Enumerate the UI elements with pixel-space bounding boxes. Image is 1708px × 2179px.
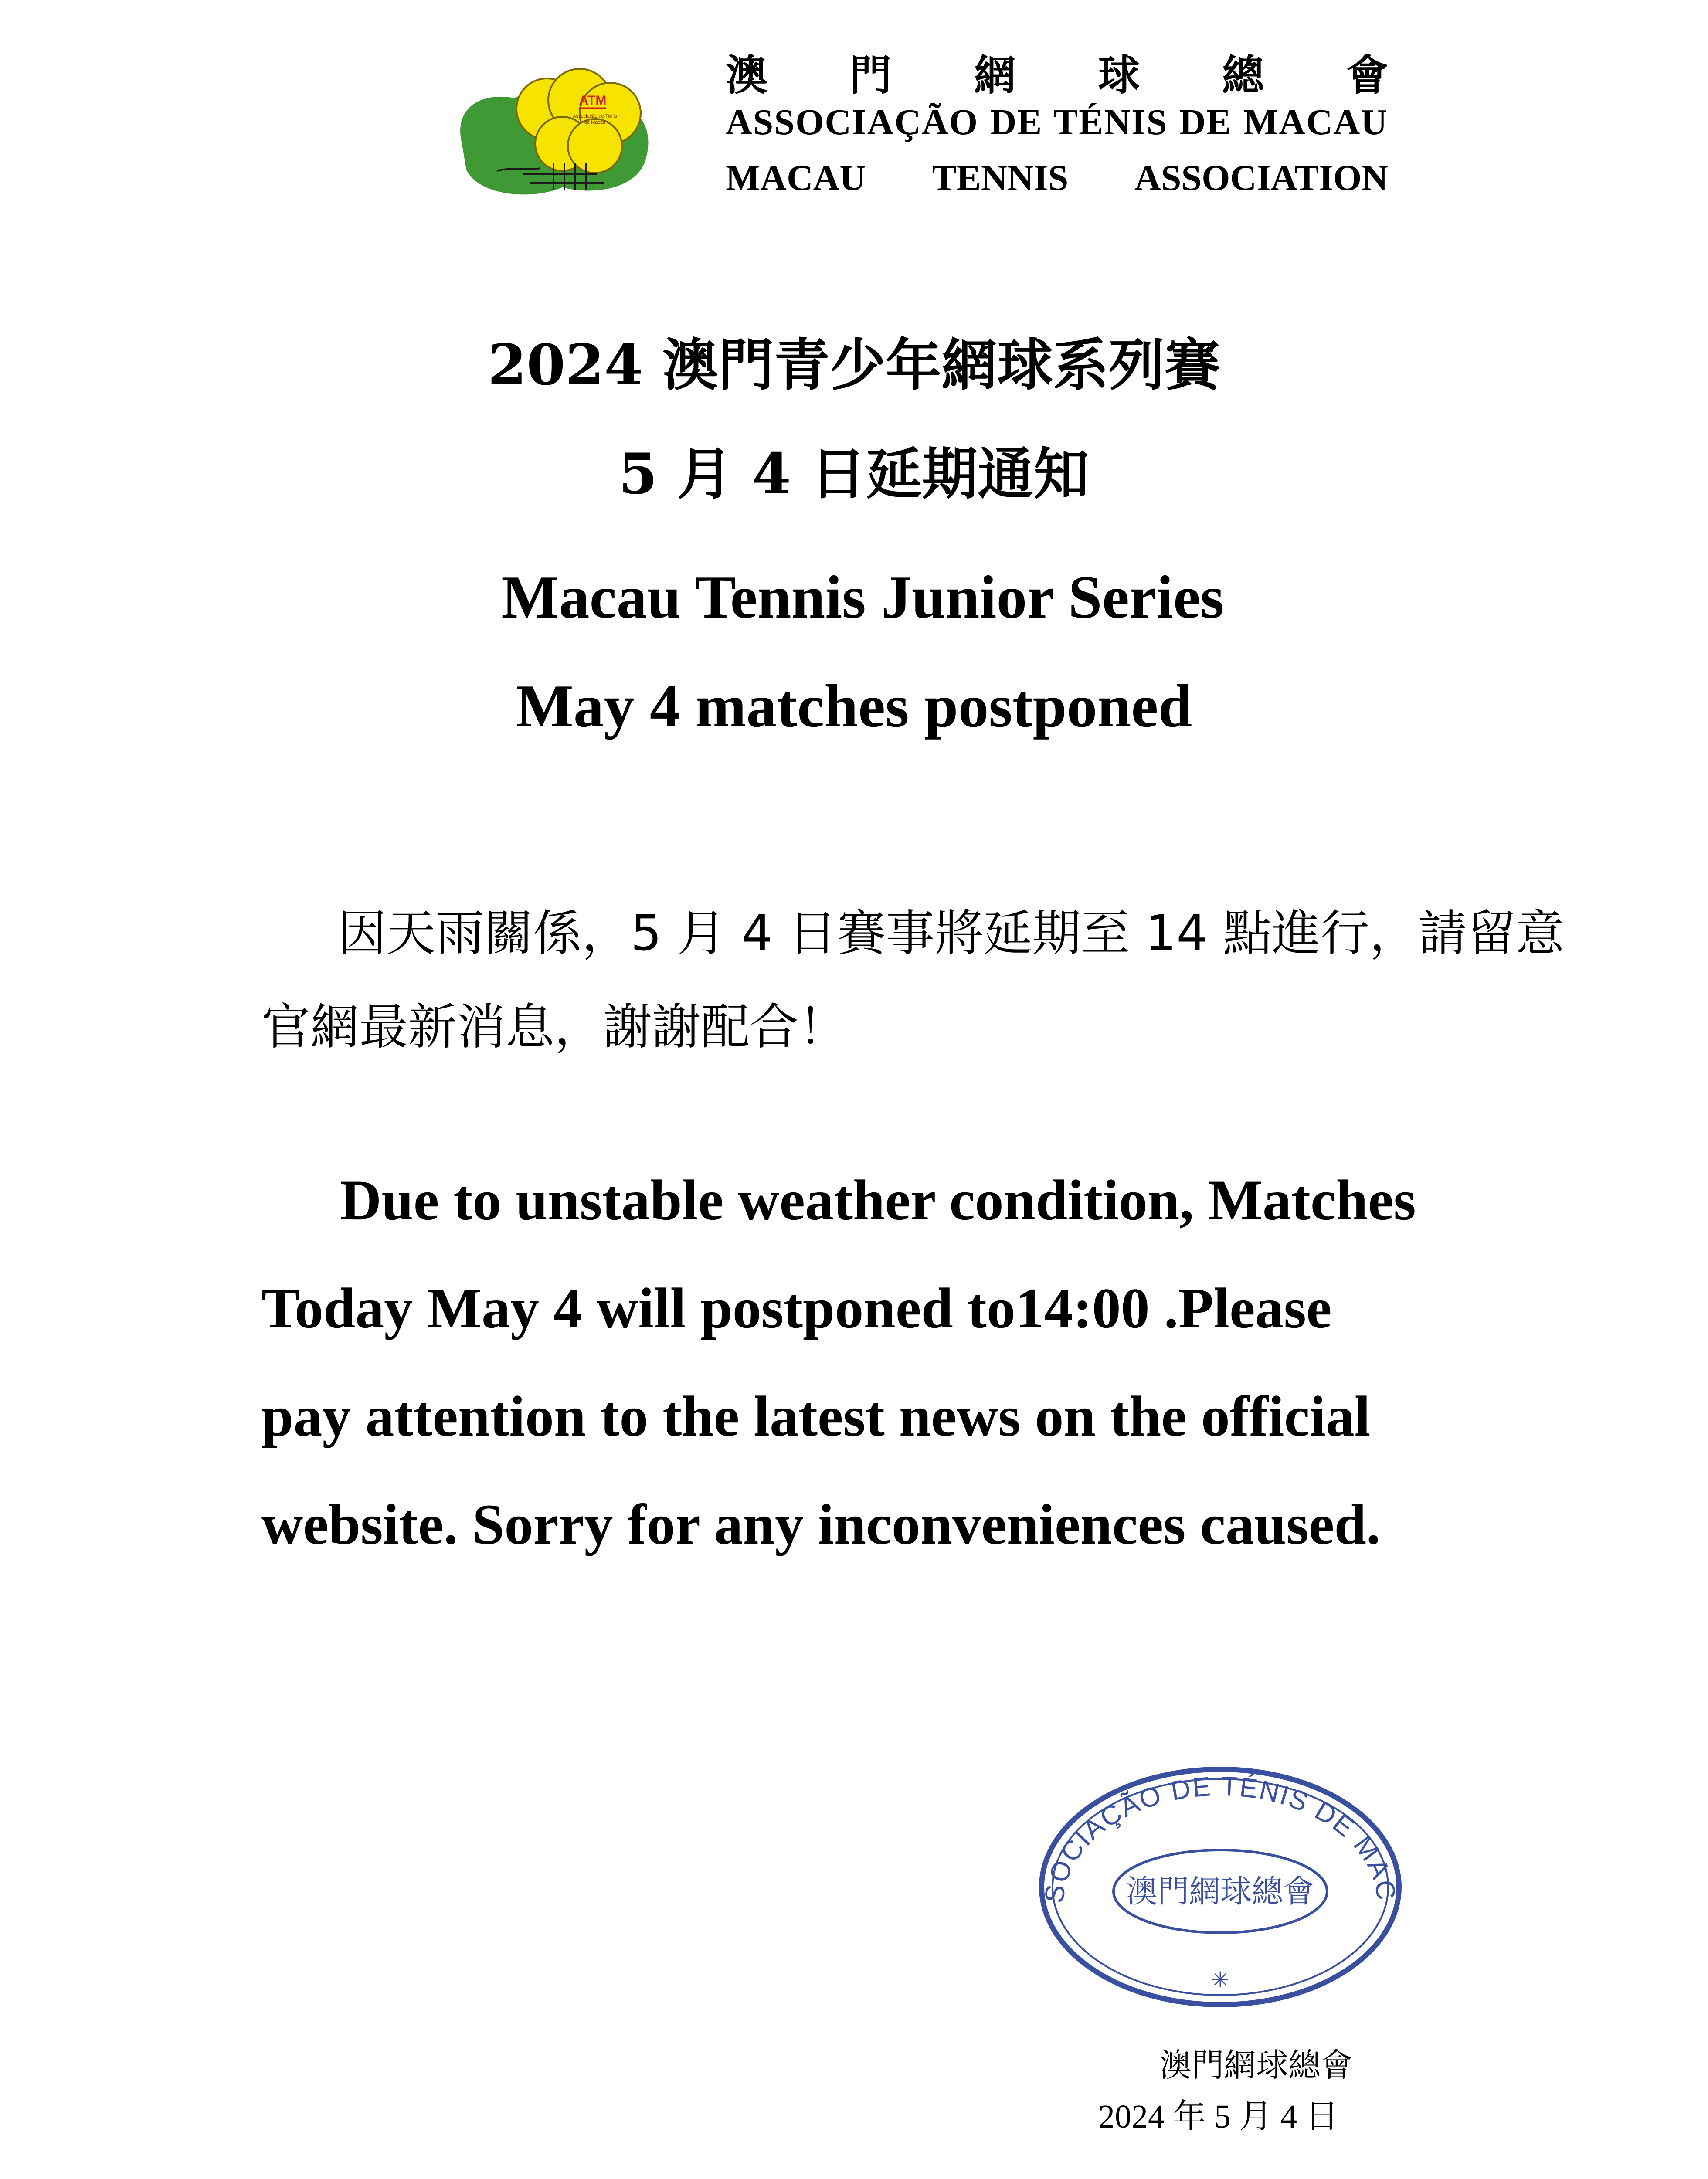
org-name-zh-char: 網 (974, 50, 1016, 100)
notice-paragraph-english (261, 1146, 1591, 1578)
notice-line: pay attention to the latest news on the official (261, 1384, 1371, 1448)
tennis-ball-logo-icon (453, 57, 654, 200)
signature-date: 2024 年 5 月 4 日 (1098, 2098, 1338, 2135)
title-english-line-2: May 4 matches postponed (516, 672, 1192, 740)
signature-organization: 澳門網球總會 (1159, 2047, 1353, 2084)
svg-text:ATM: ATM (579, 93, 607, 108)
notice-line: website. Sorry for any inconveniences caused. (261, 1492, 1381, 1556)
svg-text:ASSOCIAÇÃO DE TÉNIS DE MACAU: SOCIAÇÃO DE TÉNIS DE MAC (1039, 1771, 1402, 1905)
svg-text:de Macau: de Macau (584, 120, 606, 125)
org-name-zh-char: 會 (1346, 50, 1388, 100)
org-name-zh-char: 澳 (726, 50, 767, 100)
title-chinese-line-1: 2024 澳門青少年網球系列賽 (488, 333, 1220, 398)
notice-line: Due to unstable weather condition, Matches (340, 1168, 1416, 1232)
org-name-en-word: MACAU (726, 158, 866, 198)
official-stamp (1033, 1761, 1408, 2013)
org-name-portuguese: ASSOCIAÇÃO DE TÉNIS DE MACAU (726, 102, 1388, 143)
notice-line: Today May 4 will postponed to14:00 .Please (261, 1276, 1332, 1340)
org-name-zh-char: 球 (1098, 50, 1140, 100)
org-name-zh-char: 總 (1222, 50, 1264, 100)
org-name-en-word: ASSOCIATION (1134, 158, 1388, 198)
association-seal-icon (1033, 1761, 1408, 2013)
association-logo (453, 57, 654, 200)
title-chinese-line-2: 5 月 4 日延期通知 (618, 441, 1090, 507)
svg-text:Associação de Ténis: Associação de Ténis (573, 114, 617, 119)
svg-text:澳門網球總會: 澳門網球總會 (1126, 1873, 1315, 1910)
org-name-chinese (726, 44, 1388, 100)
org-name-zh-char: 門 (849, 50, 892, 100)
notice-paragraph-chinese: 因天雨關係，5 月 4 日賽事將延期至 14 點進行，請留意官網最新消息，謝謝配合！ (261, 905, 1565, 1056)
title-english-line-1: Macau Tennis Junior Series (501, 563, 1224, 631)
svg-text:✳: ✳ (1211, 1967, 1229, 1992)
org-name-en-word: TENNIS (932, 158, 1069, 198)
org-name-english (726, 157, 1388, 199)
